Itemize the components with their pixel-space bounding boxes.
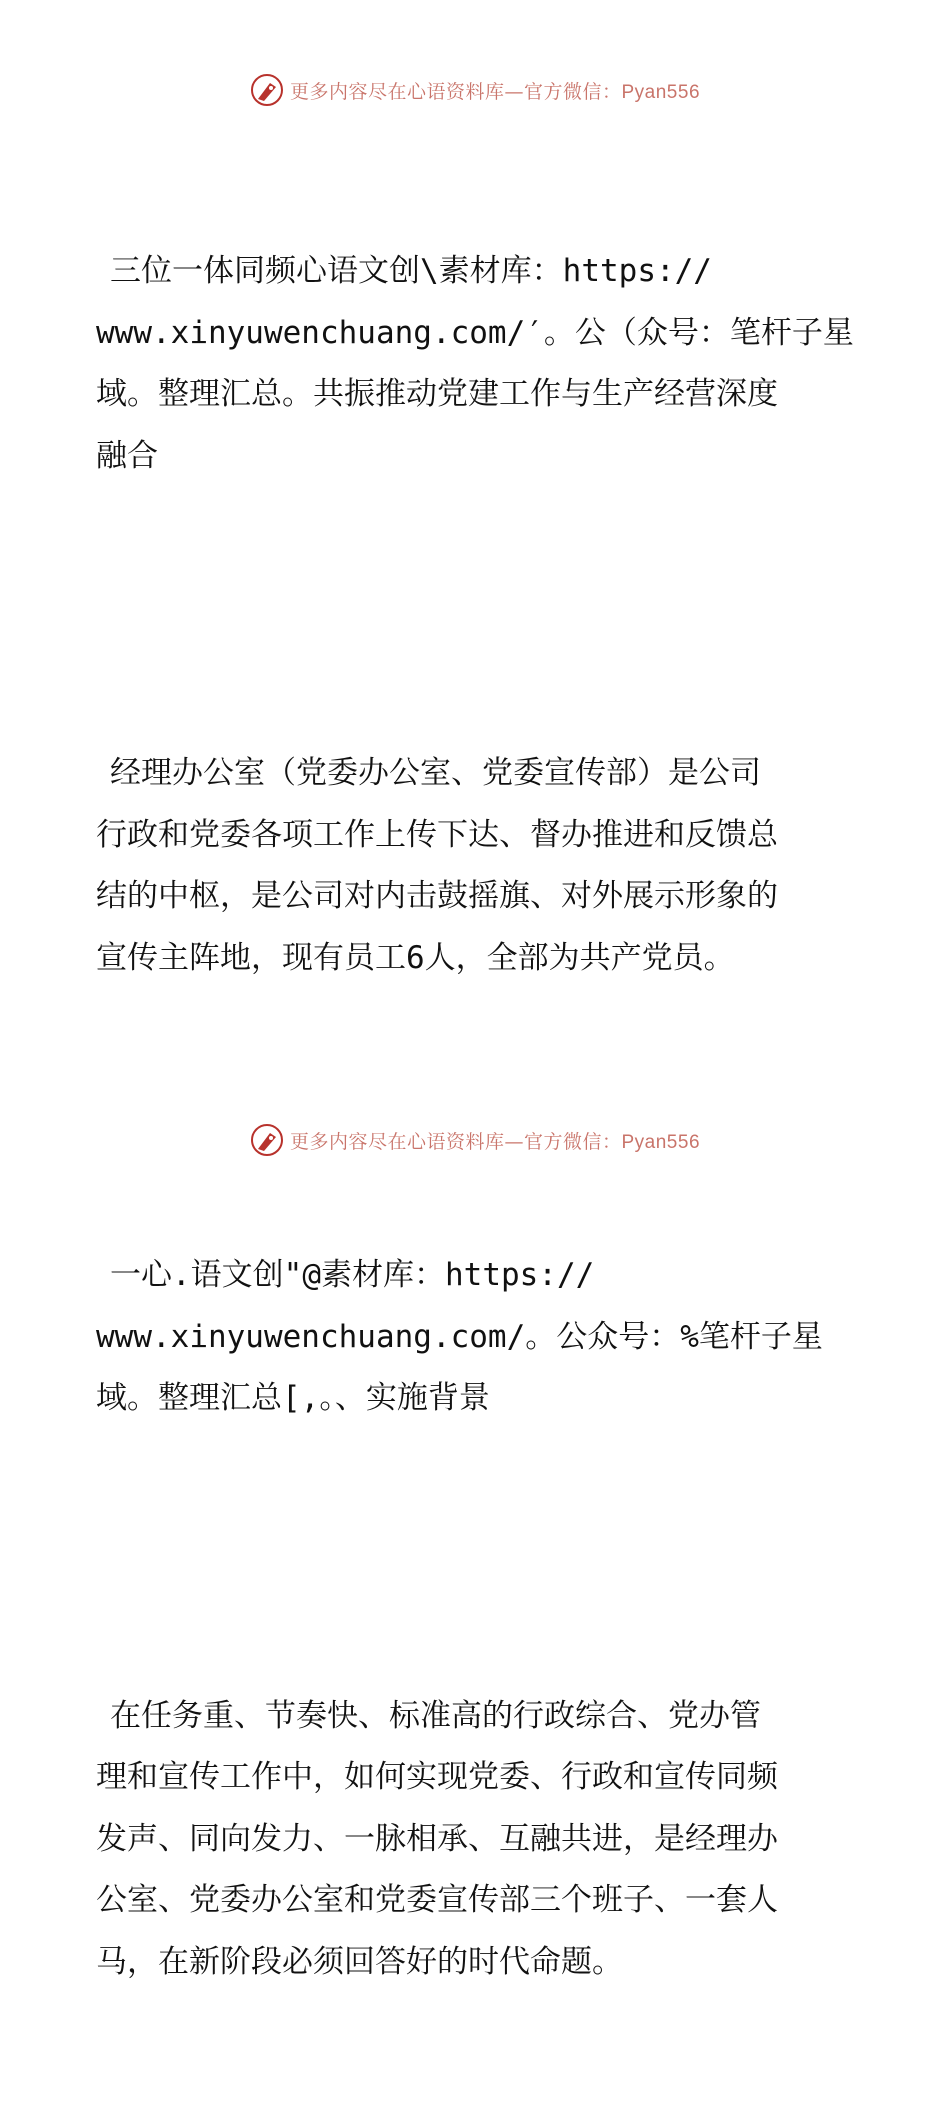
text-line: 在任务重、节奏快、标准高的行政综合、党办管 — [110, 1697, 761, 1734]
header-banner — [0, 70, 950, 110]
paragraph-4 — [96, 1563, 856, 2117]
text-line: 域。整理汇总。共振推动党建工作与生产经营深度 — [96, 376, 778, 412]
text-line: 行政和党委各项工作上传下达、督办推进和反馈总 — [96, 816, 778, 853]
pen-nib-logo-icon — [250, 73, 284, 107]
text-line: 一心.语文创"@素材库：https:// — [110, 1257, 595, 1293]
footer-banner-text: 更多内容尽在心语资料库—官方微信：Pyan556 — [289, 1130, 701, 1153]
footer-banner — [0, 1120, 950, 1160]
text-line: 经理办公室（党委办公室、党委宣传部）是公司 — [110, 755, 761, 791]
text-line: 理和宣传工作中，如何实现党委、行政和宣传同频 — [96, 1759, 778, 1795]
paragraph-1 — [96, 118, 856, 610]
text-line: www.xinyuwenchuang.com/′。公（众号：笔杆子星 — [96, 314, 854, 351]
text-line: 域。整理汇总[,。、实施背景 — [96, 1380, 490, 1416]
text-line: 公室、党委办公室和党委宣传部三个班子、一套人 — [96, 1882, 778, 1918]
paragraph-2 — [96, 620, 856, 1112]
text-line: 发声、同向发力、一脉相承、互融共进，是经理办 — [96, 1820, 778, 1857]
header-banner-text: 更多内容尽在心语资料库—官方微信：Pyan556 — [289, 80, 701, 103]
text-line: 结的中枢，是公司对内击鼓摇旗、对外展示形象的 — [96, 878, 778, 914]
text-line: www.xinyuwenchuang.com/。公众号：%笔杆子星 — [96, 1318, 823, 1355]
text-line: 宣传主阵地，现有员工6人，全部为共产党员。 — [96, 939, 735, 976]
text-line: 三位一体同频心语文创\素材库：https:// — [110, 253, 712, 289]
text-line: 融合 — [96, 437, 158, 474]
text-line: 马，在新阶段必须回答好的时代命题。 — [96, 1943, 623, 1980]
paragraph-3 — [96, 1122, 856, 1553]
pen-nib-logo-icon — [250, 1123, 284, 1157]
